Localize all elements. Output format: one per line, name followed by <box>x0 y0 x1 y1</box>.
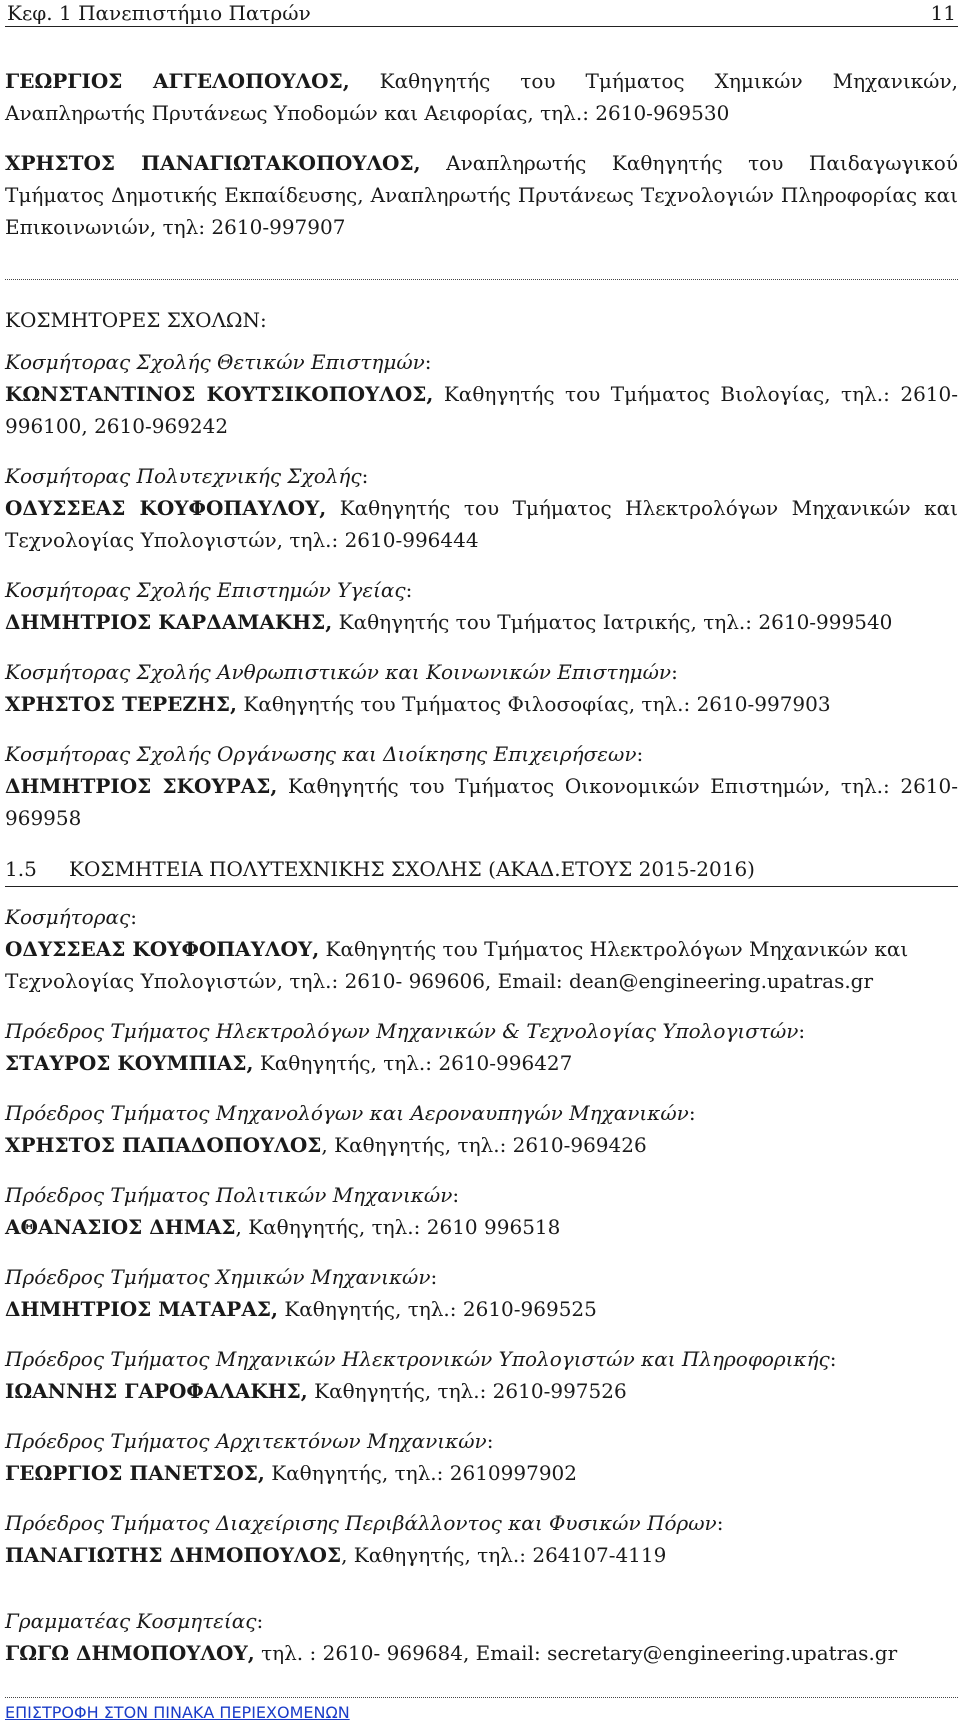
person-name: ΠΑΝΑΓΙΩΤΗΣ ΔΗΜΟΠΟΥΛΟΣ <box>5 1543 342 1567</box>
role-suffix: : <box>361 464 369 488</box>
dotted-divider <box>5 279 958 280</box>
person-name: ΓΩΓΩ ΔΗΜΟΠΟΥΛΟΥ, <box>5 1641 255 1665</box>
person-details: Καθηγητής, τηλ.: 2610997902 <box>264 1461 577 1485</box>
faculty-entry <box>5 1261 958 1325</box>
person-name: ΔΗΜΗΤΡΙΟΣ ΣΚΟΥΡΑΣ, <box>5 774 278 798</box>
role-label: Πρόεδρος Τμήματος Αρχιτεκτόνων Μηχανικών <box>5 1429 487 1453</box>
role-label: Πρόεδρος Τμήματος Μηχανικών Ηλεκτρονικών Υπολογιστών και Πληροφορικής <box>5 1347 830 1371</box>
page-header <box>5 0 958 26</box>
person-name: ΔΗΜΗΤΡΙΟΣ ΜΑΤΑΡΑΣ, <box>5 1297 278 1321</box>
page-number: 11 <box>930 1 956 25</box>
role-label: Κοσμήτορας Πολυτεχνικής Σχολής <box>5 464 362 488</box>
person-name: ΓΕΩΡΓΙΟΣ ΠΑΝΕΤΣΟΣ, <box>5 1461 265 1485</box>
person-details: Καθηγητής του Τμήματος Φιλοσοφίας, τηλ.: 2610-997903 <box>237 692 831 716</box>
role-suffix: : <box>486 1429 494 1453</box>
person-name: ΙΩΑΝΝΗΣ ΓΑΡΟΦΑΛΑΚΗΣ, <box>5 1379 308 1403</box>
person-details: Καθηγητής του Τμήματος Οικονομικών Επιστημών, τηλ.: 2610- 969958 <box>5 774 959 830</box>
deans-heading: ΚΟΣΜΗΤΟΡΕΣ ΣΧΟΛΩΝ: <box>5 308 267 332</box>
role-label: Κοσμήτορας Σχολής Οργάνωσης και Διοίκησης Επιχειρήσεων <box>5 742 637 766</box>
faculty-entry <box>5 1343 958 1407</box>
person-details: Καθηγητής, τηλ.: 2610-969525 <box>277 1297 597 1321</box>
person-details: , Καθηγητής, τηλ.: 264107-4119 <box>341 1543 667 1567</box>
dean-entry <box>5 738 958 834</box>
faculty-entry <box>5 1507 958 1571</box>
role-suffix: : <box>688 1101 696 1125</box>
role-label: Κοσμήτορας Σχολής Ανθρωπιστικών και Κοινωνικών Επιστημών <box>5 660 672 684</box>
person-name: ΣΤΑΥΡΟΣ ΚΟΥΜΠΙΑΣ, <box>5 1051 254 1075</box>
chapter-title: Κεφ. 1 Πανεπιστήμιο Πατρών <box>7 1 311 25</box>
person-details: , Καθηγητής, τηλ.: 2610-969426 <box>321 1133 647 1157</box>
section-number: 1.5 <box>5 857 37 881</box>
faculty-entry <box>5 901 958 997</box>
secretary-entry <box>5 1605 958 1669</box>
role-label: Γραμματέας Κοσμητείας <box>5 1609 257 1633</box>
person-details: Καθηγητής του Τμήματος Ιατρικής, τηλ.: 2610-999540 <box>332 610 893 634</box>
role-suffix: : <box>430 1265 438 1289</box>
role-label: Πρόεδρος Τμήματος Χημικών Μηχανικών <box>5 1265 431 1289</box>
dean-entry <box>5 460 958 556</box>
role-label: Κοσμήτορας Σχολής Επιστημών Υγείας <box>5 578 406 602</box>
role-label: Πρόεδρος Τμήματος Ηλεκτρολόγων Μηχανικών & Τεχνολογίας Υπολογιστών <box>5 1019 799 1043</box>
dean-entry <box>5 574 958 638</box>
person-details: Καθηγητής του Τμήματος Βιολογίας, τηλ.: 2610-996100, 2610-969242 <box>5 382 959 438</box>
person-details: τηλ. : 2610- 969684, Email: secretary@engineering.upatras.gr <box>254 1641 898 1665</box>
role-label: Πρόεδρος Τμήματος Πολιτικών Μηχανικών <box>5 1183 453 1207</box>
person-name: ΓΕΩΡΓΙΟΣ ΑΓΓΕΛΟΠΟΥΛΟΣ, <box>5 69 350 93</box>
dean-entry <box>5 656 958 720</box>
person-details: Καθηγητής του Τμήματος Ηλεκτρολόγων Μηχανικών και Τεχνολογίας Υπολογιστών, τηλ.: 2610- 969606, Email: dean@engineering.upatras.gr <box>5 937 909 993</box>
person-details: Καθηγητής του Τμήματος Χημικών Μηχανικών, Αναπληρωτής Πρυτάνεως Υποδομών και Αειφορίας, τηλ.: 2610-969530 <box>5 69 958 125</box>
faculty-entry <box>5 1015 958 1079</box>
role-suffix: : <box>424 350 432 374</box>
person-name: ΚΩΝΣΤΑΝΤΙΝΟΣ ΚΟΥΤΣΙΚΟΠΟΥΛΟΣ, <box>5 382 434 406</box>
faculty-entry <box>5 1425 958 1489</box>
role-suffix: : <box>452 1183 460 1207</box>
back-to-contents-link[interactable]: ΕΠΙΣΤΡΟΦΗ ΣΤΟΝ ΠΙΝΑΚΑ ΠΕΡΙΕΧΟΜΕΝΩΝ <box>5 1703 350 1722</box>
person-details: Καθηγητής, τηλ.: 2610-997526 <box>307 1379 627 1403</box>
role-suffix: : <box>798 1019 806 1043</box>
faculty-entry <box>5 1179 958 1243</box>
person-name: ΧΡΗΣΤΟΣ ΠΑΠΑΔΟΠΟΥΛΟΣ <box>5 1133 322 1157</box>
person-name: ΧΡΗΣΤΟΣ ΠΑΝΑΓΙΩΤΑΚΟΠΟΥΛΟΣ, <box>5 151 421 175</box>
role-suffix: : <box>716 1511 724 1535</box>
role-label: Πρόεδρος Τμήματος Διαχείρισης Περιβάλλοντος και Φυσικών Πόρων <box>5 1511 717 1535</box>
person-name: ΧΡΗΣΤΟΣ ΤΕΡΕΖΗΣ, <box>5 692 238 716</box>
role-suffix: : <box>405 578 413 602</box>
header-rule <box>5 26 958 27</box>
person-details: Αναπληρωτής Καθηγητής του Παιδαγωγικού Τμήματος Δημοτικής Εκπαίδευσης, Αναπληρωτής Πρυτάνεως Τεχνολογιών Πληροφορίας και Επικοινωνιών, τηλ: 2610-997907 <box>5 151 958 239</box>
role-suffix: : <box>256 1609 264 1633</box>
section-title: ΚΟΣΜΗΤΕΙΑ ΠΟΛΥΤΕΧΝΙΚΗΣ ΣΧΟΛΗΣ (ΑΚΑΔ.ΕΤΟΥΣ 2015-2016) <box>69 857 755 881</box>
dean-entry <box>5 346 958 442</box>
role-suffix: : <box>636 742 644 766</box>
role-label: Κοσμήτορας Σχολής Θετικών Επιστημών <box>5 350 425 374</box>
person-details: Καθηγητής του Τμήματος Ηλεκτρολόγων Μηχανικών και Τεχνολογίας Υπολογιστών, τηλ.: 2610-996444 <box>5 496 958 552</box>
person-details: , Καθηγητής, τηλ.: 2610 996518 <box>235 1215 561 1239</box>
faculty-entry <box>5 1097 958 1161</box>
role-label: Κοσμήτορας <box>5 905 131 929</box>
person-name: ΑΘΑΝΑΣΙΟΣ ΔΗΜΑΣ <box>5 1215 236 1239</box>
vice-rector-entry <box>5 147 958 243</box>
person-name: ΟΔΥΣΣΕΑΣ ΚΟΥΦΟΠΑΥΛΟΥ, <box>5 496 327 520</box>
vice-rector-entry <box>5 65 958 129</box>
document-page <box>5 0 958 1698</box>
role-label: Πρόεδρος Τμήματος Μηχανολόγων και Αεροναυπηγών Μηχανικών <box>5 1101 689 1125</box>
role-suffix: : <box>671 660 678 684</box>
person-name: ΔΗΜΗΤΡΙΟΣ ΚΑΡΔΑΜΑΚΗΣ, <box>5 610 333 634</box>
role-suffix: : <box>130 905 137 929</box>
person-details: Καθηγητής, τηλ.: 2610-996427 <box>253 1051 573 1075</box>
role-suffix: : <box>829 1347 837 1371</box>
person-name: ΟΔΥΣΣΕΑΣ ΚΟΥΦΟΠΑΥΛΟΥ, <box>5 937 320 961</box>
section-heading <box>5 852 958 887</box>
